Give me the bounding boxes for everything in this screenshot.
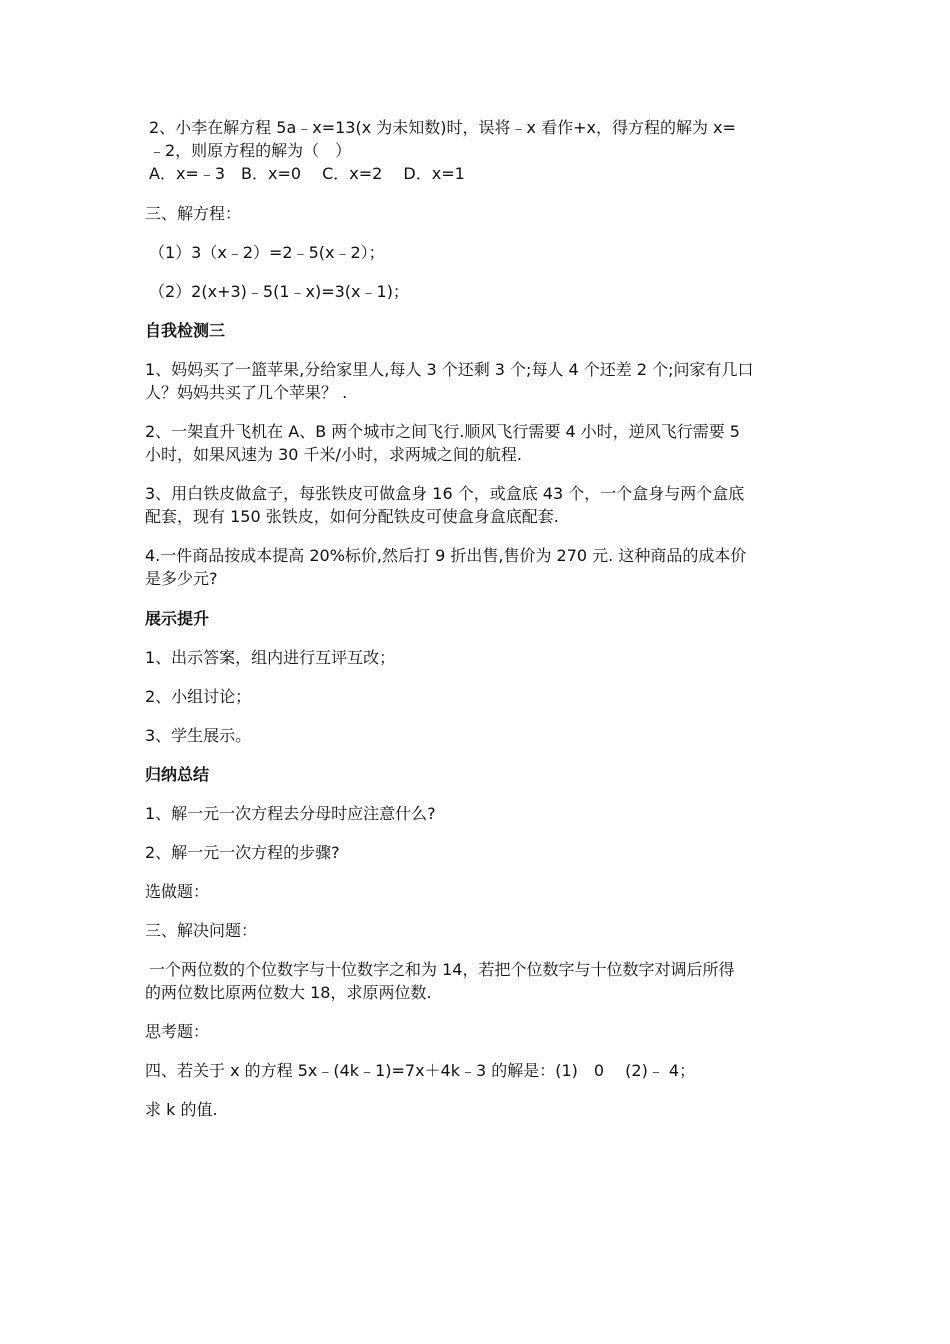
solve-equation-1: （1）3（x﹣2）=2﹣5(x﹣2）；	[149, 243, 385, 262]
show-item-3: 3、学生展示。	[145, 726, 252, 745]
summary-item-2: 2、解一元一次方程的步骤?	[145, 843, 340, 862]
self-check-3-line-1: 3、用白铁皮做盒子，每张铁皮可做盒身 16 个，或盒底 43 个，一个盒身与两个盒底	[145, 484, 745, 503]
show-item-1: 1、出示答案，组内进行互评互改；	[145, 648, 396, 667]
self-check-1-line-1: 1、妈妈买了一篮苹果,分给家里人,每人 3 个还剩 3 个;每人 4 个还差 2 个;问家有几口	[145, 360, 754, 379]
think-label: 思考题：	[145, 1022, 210, 1041]
summary-heading: 归纳总结	[145, 765, 210, 784]
show-heading: 展示提升	[145, 609, 210, 628]
question-2-line-2: ﹣2，则原方程的解为（ ）	[149, 141, 352, 160]
problem-line-1: 一个两位数的个位数字与十位数字之和为 14，若把个位数字与十位数字对调后所得	[149, 960, 735, 979]
self-check-4-line-2: 是多少元?	[145, 569, 218, 588]
self-check-1-line-2: 人？妈妈共买了几个苹果？ .	[145, 383, 348, 402]
question-2-line-1: 2、小李在解方程 5a﹣x=13(x 为未知数)时，误将﹣x 看作+x，得方程的解为 x=	[149, 118, 736, 137]
problem-heading: 三、解决问题：	[145, 921, 258, 940]
question-2-options: A．x=﹣3 B．x=0 C．x=2 D．x=1	[149, 164, 465, 183]
think-question-line-2: 求 k 的值.	[145, 1100, 218, 1119]
self-check-4-line-1: 4.一件商品按成本提高 20%标价,然后打 9 折出售,售价为 270 元. 这种商品的成本价	[145, 546, 747, 565]
self-check-heading: 自我检测三	[145, 321, 226, 340]
self-check-3-line-2: 配套，现有 150 张铁皮，如何分配铁皮可使盒身盒底配套.	[145, 507, 559, 526]
solve-equation-2: （2）2(x+3)﹣5(1﹣x)=3(x﹣1)；	[149, 282, 409, 301]
solve-equations-heading: 三、解方程：	[145, 204, 242, 223]
self-check-2-line-1: 2、一架直升飞机在 A、B 两个城市之间飞行.顺风飞行需要 4 小时，逆风飞行需要 5	[145, 422, 740, 441]
optional-label: 选做题：	[145, 882, 210, 901]
summary-item-1: 1、解一元一次方程去分母时应注意什么?	[145, 804, 436, 823]
show-item-2: 2、小组讨论；	[145, 687, 252, 706]
self-check-2-line-2: 小时，如果风速为 30 千米/小时，求两城之间的航程.	[145, 445, 523, 464]
think-question-line-1: 四、若关于 x 的方程 5x﹣(4k﹣1)=7x＋4k﹣3 的解是：(1) 0 (2)﹣ 4；	[145, 1061, 696, 1080]
problem-line-2: 的两位数比原两位数大 18，求原两位数.	[145, 983, 432, 1002]
